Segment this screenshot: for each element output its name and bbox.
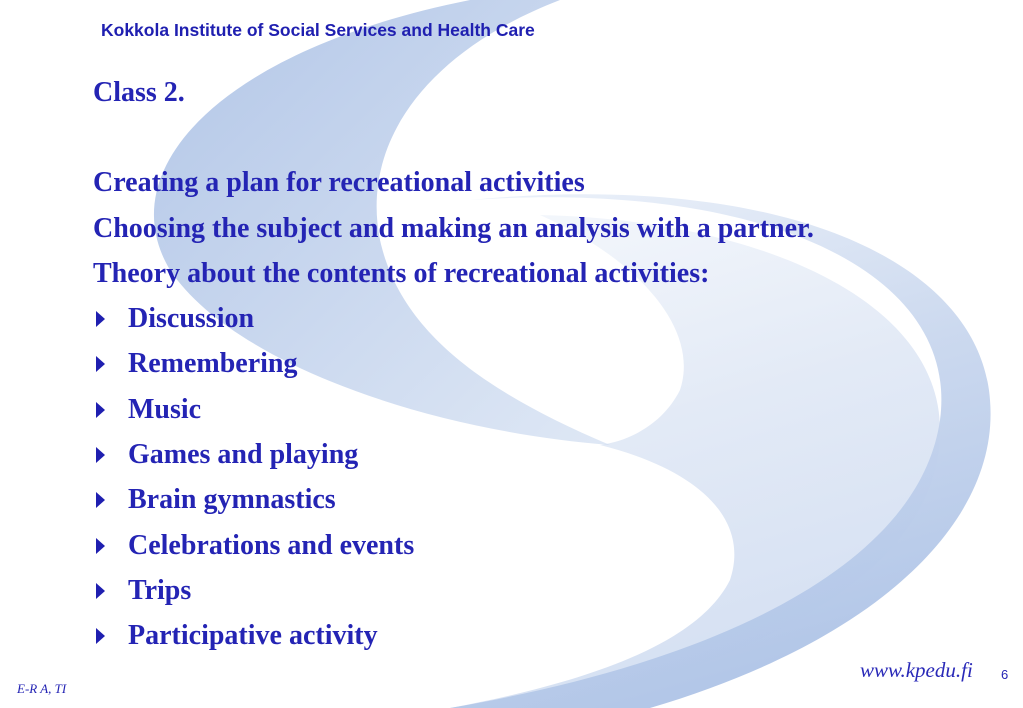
- content-line-subject: Choosing the subject and making an analysis with a partner.: [93, 212, 814, 244]
- activity-bullet-list: [93, 296, 814, 658]
- bullet-text: Participative activity: [128, 620, 378, 652]
- bullet-text: Remembering: [128, 348, 298, 380]
- triangle-right-icon: [96, 538, 105, 554]
- triangle-right-icon: [96, 356, 105, 372]
- triangle-right-icon: [96, 311, 105, 327]
- list-item: [93, 432, 814, 477]
- author-initials: E-R A, TI: [17, 681, 67, 696]
- bullet-text: Brain gymnastics: [128, 484, 336, 516]
- bullet-text: Trips: [128, 574, 192, 606]
- list-item: [93, 613, 814, 658]
- list-item: [93, 296, 814, 341]
- triangle-right-icon: [96, 628, 105, 644]
- website-link[interactable]: www.kpedu.fi: [860, 658, 973, 682]
- content-line-theory: Theory about the contents of recreational activities:: [93, 257, 710, 289]
- list-item: [93, 523, 814, 568]
- list-item: [93, 568, 814, 613]
- list-item: [93, 341, 814, 386]
- triangle-right-icon: [96, 492, 105, 508]
- slide-content: [93, 70, 814, 659]
- bullet-text: Celebrations and events: [128, 529, 415, 561]
- bullet-text: Music: [128, 393, 202, 425]
- triangle-right-icon: [96, 402, 105, 418]
- list-item: [93, 387, 814, 432]
- triangle-right-icon: [96, 583, 105, 599]
- institute-header: Kokkola Institute of Social Services and Health Care: [101, 20, 535, 40]
- triangle-right-icon: [96, 447, 105, 463]
- list-item: [93, 477, 814, 522]
- class-title: Class 2.: [93, 77, 185, 108]
- page-number: 6: [1001, 667, 1009, 682]
- bullet-text: Games and playing: [128, 439, 359, 471]
- bullet-text: Discussion: [128, 303, 255, 335]
- content-line-plan: Creating a plan for recreational activities: [93, 167, 585, 199]
